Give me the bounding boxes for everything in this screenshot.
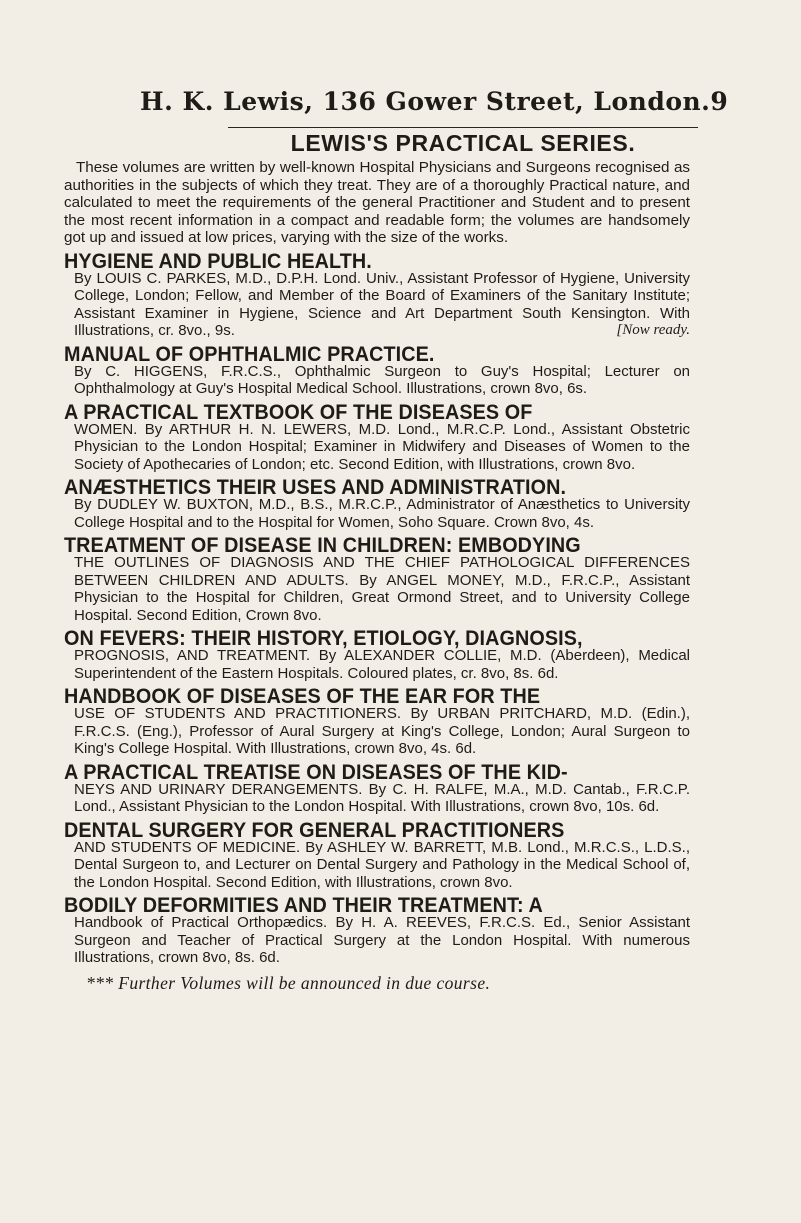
page-number: 9 [710, 87, 729, 116]
header-rule [228, 127, 698, 128]
book-description: NEYS AND URINARY DERANGEMENTS. By C. H. RALFE, M.A., M.D. Cantab., F.R.C.P. Lond., Assistant Physician to the London Hospital. With Illustrations, crown 8vo, 10s. 6d. [74, 780, 690, 816]
book-entry [64, 533, 690, 624]
book-entry [64, 684, 690, 758]
availability-note: [Now ready. [616, 322, 690, 339]
book-description: Handbook of Practical Orthopædics. By H. A. REEVES, F.R.C.S. Ed., Senior Assistant Surgeon and Teacher of Practical Surgery at the London Hospital. With numerous Illustrations, crown 8vo, 8s. 6d. [74, 914, 690, 967]
book-title: MANUAL OF OPHTHALMIC PRACTICE. [64, 341, 435, 366]
book-entry [64, 399, 690, 474]
book-description: THE OUTLINES OF DIAGNOSIS AND THE CHIEF PATHOLOGICAL DIFFERENCES BETWEEN CHILDREN AND ADULTS. By ANGEL MONEY, M.D., F.R.C.P., Assistant Physician to the Hospital for Children, Great Ormond Street, and to University College Hospital. Second Edition, Crown 8vo. [74, 554, 690, 624]
book-description: AND STUDENTS OF MEDICINE. By ASHLEY W. BARRETT, M.B. Lond., M.R.C.S., L.D.S., Dental Surgeon to, and Lecturer on Dental Surgery and Pathology in the Medical School of, the London Hospital. Second Edition, with Illustrations, crown 8vo. [74, 838, 690, 891]
book-description: By DUDLEY W. BUXTON, M.D., B.S., M.R.C.P., Administrator of Anæsthetics to University College Hospital and to the Hospital for Women, Soho Square. Crown 8vo, 4s. [74, 496, 690, 531]
book-entry [64, 475, 690, 531]
book-title: ON FEVERS: THEIR HISTORY, ETIOLOGY, DIAGNOSIS, [64, 626, 583, 651]
series-title: LEWIS'S PRACTICAL SERIES. [290, 130, 636, 156]
book-entry [64, 817, 690, 892]
book-description: USE OF STUDENTS AND PRACTITIONERS. By URBAN PRITCHARD, M.D. (Edin.), F.R.C.S. (Eng.), Professor of Aural Surgery at King's College, London; Aural Surgeon to King's College Hospital. With Illustrations, crown 8vo, 4s. 6d. [74, 705, 690, 758]
book-title: HYGIENE AND PUBLIC HEALTH. [64, 248, 372, 273]
book-description [64, 270, 690, 340]
publisher-address: H. K. Lewis, 136 Gower Street, London. [140, 87, 711, 116]
book-title: HANDBOOK OF DISEASES OF THE EAR FOR THE [64, 684, 541, 709]
book-entry [64, 248, 690, 340]
book-title: ANÆSTHETICS THEIR USES AND ADMINISTRATION. [64, 475, 567, 500]
book-details: By LOUIS C. PARKES, M.D., D.P.H. Lond. Univ., Assistant Professor of Hygiene, University College, London; Fellow, and Member of the Board of Examiners of the Sanitary Institute; Assistant Examiner in Hygiene, Science and Art Department South Kensington. With Illustrations, cr. 8vo., 9s. [74, 269, 690, 340]
book-title: DENTAL SURGERY FOR GENERAL PRACTITIONERS [64, 817, 565, 842]
book-description: PROGNOSIS, AND TREATMENT. By ALEXANDER COLLIE, M.D. (Aberdeen), Medical Superintendent of the Eastern Hospitals. Coloured plates, cr. 8vo, 8s. 6d. [74, 647, 690, 682]
book-entry [64, 759, 690, 816]
book-entry [64, 893, 690, 967]
book-title: A PRACTICAL TEXTBOOK OF THE DISEASES OF [64, 399, 533, 424]
book-title: BODILY DEFORMITIES AND THEIR TREATMENT: A [64, 893, 543, 918]
catalogue-content [64, 159, 690, 994]
series-intro: These volumes are written by well-known Hospital Physicians and Surgeons recognised as authorities in the subjects of which they treat. They are of a thoroughly Practical nature, and calculated to meet the requirements of the general Practitioner and Student and to present the most recent information in a compact and readable form; the volumes are handsomely got up and issued at low prices, varying with the size of the works. [64, 159, 690, 247]
book-description: By C. HIGGENS, F.R.C.S., Ophthalmic Surgeon to Guy's Hospital; Lecturer on Ophthalmology at Guy's Hospital Medical School. Illustrations, crown 8vo, 6s. [74, 362, 690, 398]
book-title: A PRACTICAL TREATISE ON DISEASES OF THE KID- [64, 759, 568, 784]
book-entry [64, 626, 690, 682]
book-entry [64, 341, 690, 398]
book-description: WOMEN. By ARTHUR H. N. LEWERS, M.D. Lond., M.R.C.P. Lond., Assistant Obstetric Physician to the London Hospital; Examiner in Midwifery and Diseases of Women to the Society of Apothecaries of London; etc. Second Edition, with Illustrations, crown 8vo. [74, 420, 690, 473]
running-head [140, 87, 729, 116]
further-volumes-note: *** Further Volumes will be announced in due course. [86, 972, 491, 993]
book-title: TREATMENT OF DISEASE IN CHILDREN: EMBODYING [64, 533, 581, 558]
